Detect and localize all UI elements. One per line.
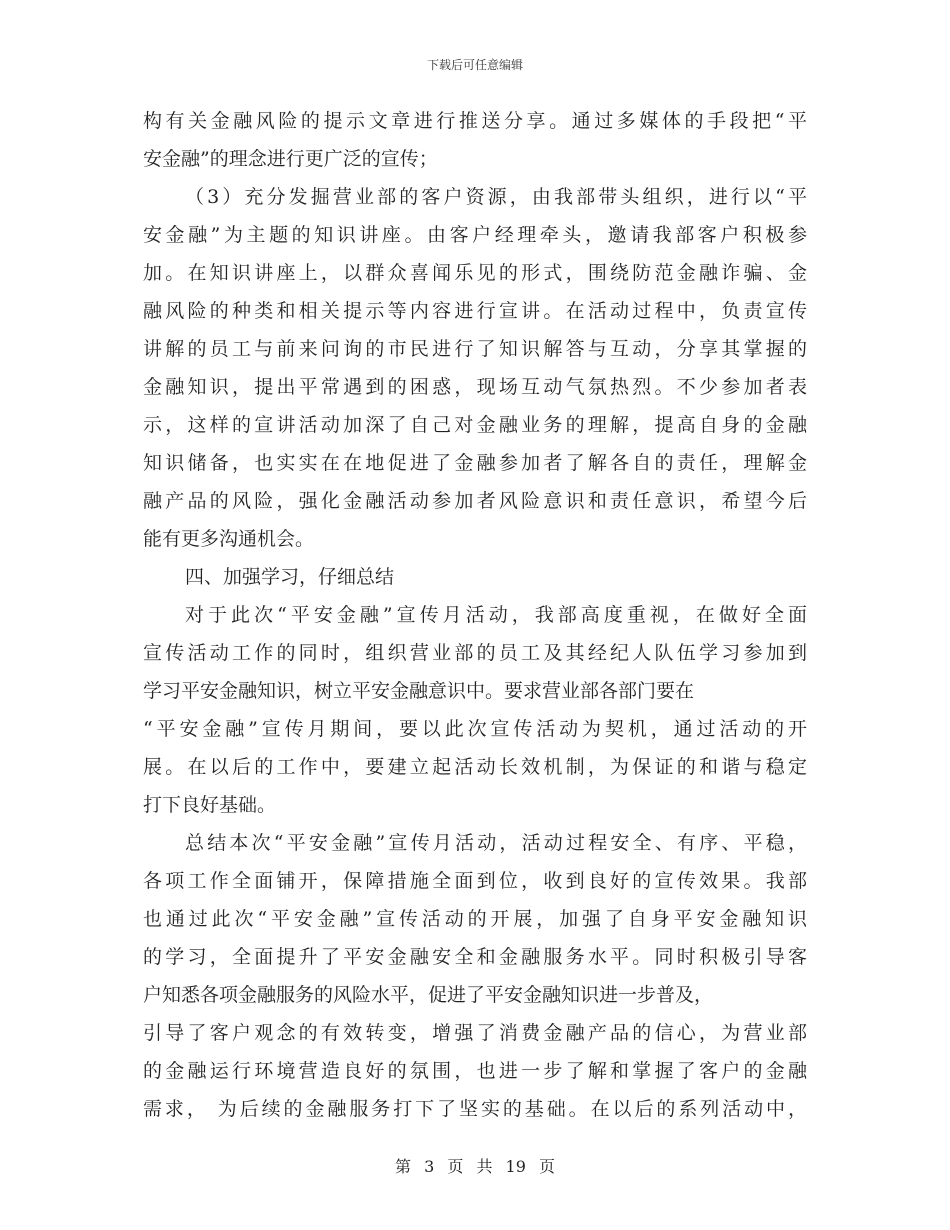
page-number-footer: 第 3 页 共 19 页 [395, 1157, 555, 1176]
text-line: “平安金融”宣传月期间，要以此次宣传活动为契机，通过活动的开 [143, 718, 807, 740]
text-line: 安金融”的理念进行更广泛的宣传； [143, 148, 438, 170]
text-line: 总结本次“平安金融”宣传月活动，活动过程安全、有序、平稳， [185, 832, 807, 854]
text-line: 能有更多沟通机会。 [143, 528, 315, 550]
text-line: 户知悉各项金融服务的风险水平，促进了平安金融知识进一步普及， [143, 984, 714, 1006]
text-line: （3）充分发掘营业部的客户资源，由我部带头组织，进行以“平 [185, 186, 807, 208]
text-line: 四、加强学习，仔细总结 [185, 566, 395, 588]
text-line: 金融知识，提出平常遇到的困惑，现场互动气氛热烈。不少参加者表 [143, 376, 807, 398]
text-line: 学习平安金融知识，树立平安金融意识中。要求营业部各部门要在 [143, 680, 695, 702]
text-line: 打下良好基础。 [143, 794, 277, 816]
text-line: 也通过此次“平安金融”宣传活动的开展，加强了自身平安金融知识 [143, 908, 807, 930]
text-line: 各项工作全面铺开，保障措施全面到位，收到良好的宣传效果。我部 [143, 870, 807, 892]
text-line: 需求， 为后续的金融服务打下了坚实的基础。在以后的系列活动中， [143, 1098, 807, 1120]
text-line: 知识储备，也实实在在地促进了金融参加者了解各自的责任，理解金 [143, 452, 807, 474]
text-line: 讲解的员工与前来问询的市民进行了知识解答与互动，分享其掌握的 [143, 338, 807, 360]
text-line: 的学习，全面提升了平安金融安全和金融服务水平。同时积极引导客 [143, 946, 807, 968]
header-note: 下载后可任意编辑 [426, 58, 523, 72]
text-line: 宣传活动工作的同时，组织营业部的员工及其经纪人队伍学习参加到 [143, 642, 807, 664]
text-line: 的金融运行环境营造良好的氛围，也进一步了解和掌握了客户的金融 [143, 1060, 807, 1082]
text-line: 引导了客户观念的有效转变，增强了消费金融产品的信心，为营业部 [143, 1022, 807, 1044]
document-body [143, 102, 807, 1128]
text-line: 示，这样的宣讲活动加深了自己对金融业务的理解，提高自身的金融 [143, 414, 807, 436]
text-line: 安金融”为主题的知识讲座。由客户经理牵头，邀请我部客户积极参 [143, 224, 807, 246]
text-line: 对于此次“平安金融”宣传月活动，我部高度重视，在做好全面 [185, 604, 807, 626]
text-line: 展。在以后的工作中，要建立起活动长效机制，为保证的和谐与稳定 [143, 756, 807, 778]
text-line: 融产品的风险，强化金融活动参加者风险意识和责任意识，希望今后 [143, 490, 807, 512]
text-line: 加。在知识讲座上，以群众喜闻乐见的形式，围绕防范金融诈骗、金 [143, 262, 807, 284]
text-line: 融风险的种类和相关提示等内容进行宣讲。在活动过程中，负责宣传 [143, 300, 807, 322]
text-line: 构有关金融风险的提示文章进行推送分享。通过多媒体的手段把“平 [143, 110, 807, 132]
